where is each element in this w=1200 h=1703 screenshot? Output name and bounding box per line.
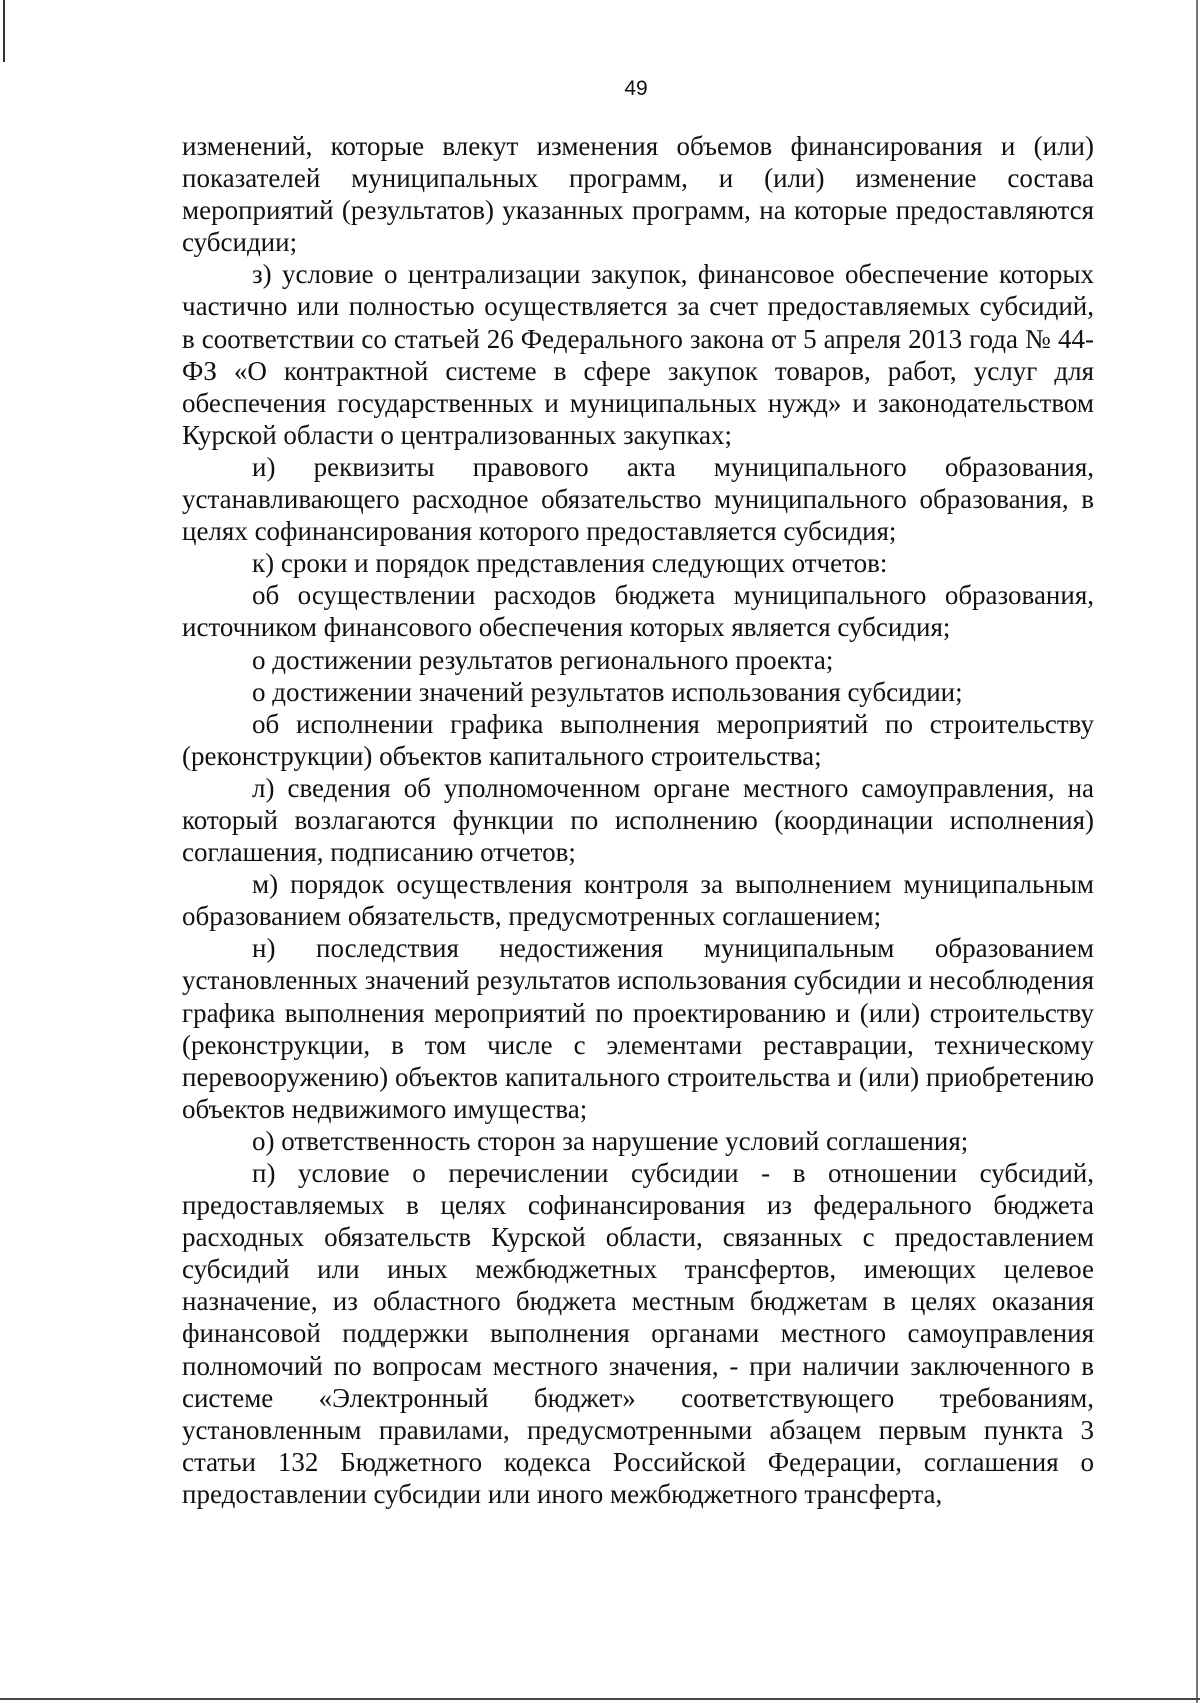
paragraph-item-l: л) сведения об уполномоченном органе местного самоуправления, на который возлагаются функции по исполнению (координации исполнения) соглашения, подписанию отчетов;: [182, 772, 1094, 868]
paragraph-item-p: п) условие о перечислении субсидии - в отношении субсидий, предоставляемых в целях софинансирования из федерального бюджета расходных обязательств Курской области, связанных с предоставлением субсидий или иных межбюджетных трансфертов, имеющих целевое назначение, из областного бюджета местным бюджетам в целях оказания финансовой поддержки выполнения органами местного самоуправления полномочий по вопросам местного значения, - при наличии заключенного в системе «Электронный бюджет» соответствующего требованиям, установленным правилами, предусмотренными абзацем первым пункта 3 статьи 132 Бюджетного кодекса Российской Федерации, соглашения о предоставлении субсидии или иного межбюджетного трансферта,: [182, 1158, 1094, 1509]
paragraph-item-m: м) порядок осуществления контроля за выполнением муниципальным образованием обязательств, предусмотренных соглашением;: [182, 869, 1094, 932]
paragraph-report-schedule: об исполнении графика выполнения мероприятий по строительству (реконструкции) объектов капитального строительства;: [182, 708, 1094, 771]
document-body: [182, 130, 1094, 1510]
paragraph-continuation: изменений, которые влекут изменения объемов финансирования и (или) показателей муниципальных программ, и (или) изменение состава мероприятий (результатов) указанных программ, на которые предоставляются субсидии;: [182, 131, 1094, 258]
paragraph-report-results: о достижении результатов регионального проекта;: [252, 644, 834, 675]
scan-edge-bottom: [0, 1698, 1200, 1700]
paragraph-item-n: н) последствия недостижения муниципальным образованием установленных значений результатов использования субсидии и несоблюдения графика выполнения мероприятий по проектированию и (или) строительству (реконструкции, в том числе с элементами реставрации, техническому перевооружению) объектов капитального строительства и (или) приобретению объектов недвижимого имущества;: [182, 933, 1094, 1124]
scan-edge-left: [3, 0, 5, 62]
paragraph-report-expenses: об осуществлении расходов бюджета муниципального образования, источником финансового обеспечения которых является субсидия;: [182, 580, 1094, 643]
page-number: 49: [624, 77, 648, 100]
paragraph-item-o: о) ответственность сторон за нарушение условий соглашения;: [252, 1125, 969, 1156]
paragraph-report-values: о достижении значений результатов использования субсидии;: [252, 676, 963, 707]
paragraph-item-i: и) реквизиты правового акта муниципального образования, устанавливающего расходное обязательство муниципального образования, в целях софинансирования которого предоставляется субсидия;: [182, 451, 1094, 547]
paragraph-item-z: з) условие о централизации закупок, финансовое обеспечение которых частично или полностью осуществляется за счет предоставляемых субсидий, в соответствии со статьей 26 Федерального закона от 5 апреля 2013 года № 44-ФЗ «О контрактной системе в сфере закупок товаров, работ, услуг для обеспечения государственных и муниципальных нужд» и законодательством Курской области о централизованных закупках;: [182, 259, 1094, 450]
scan-edge-right: [1196, 0, 1198, 1703]
paragraph-item-k: к) сроки и порядок представления следующих отчетов:: [252, 548, 888, 579]
